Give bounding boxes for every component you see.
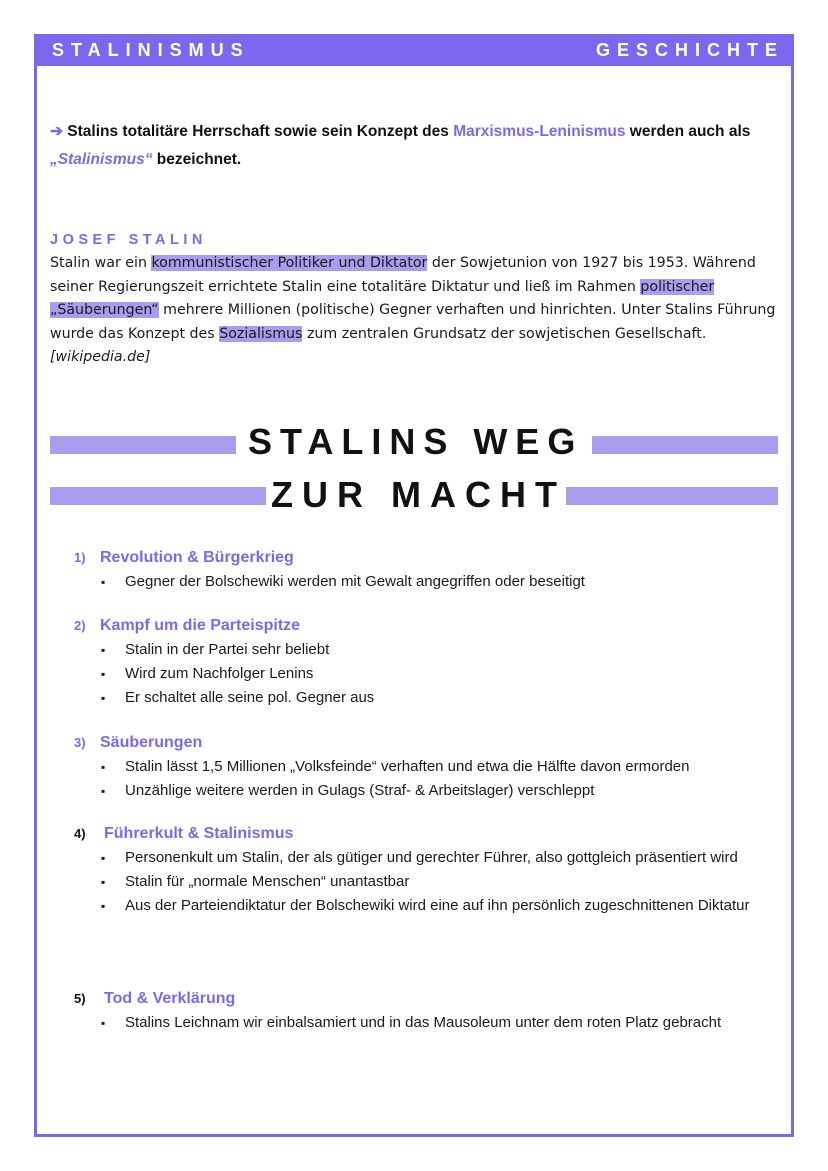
list-item: ▪ Gegner der Bolschewiki werden mit Gewalt angegriffen oder beseitigt — [74, 570, 784, 594]
list-item: ▪ Wird zum Nachfolger Lenins — [74, 662, 784, 686]
bullet-icon: ▪ — [101, 851, 106, 865]
section-title-text: Säuberungen — [100, 734, 203, 751]
subject-label: STALINISMUS — [52, 40, 250, 60]
category-label: GESCHICHTE — [595, 40, 784, 60]
bullet-icon: ▪ — [101, 875, 106, 889]
section-title — [74, 731, 784, 755]
list-item: ▪ Er schaltet alle seine pol. Gegner aus — [74, 686, 784, 710]
bio-text-3: mehrere Millionen (politische) Gegner verhaften und hinrichten. Unter Stalins Führung wurde das Konzept des — [50, 302, 776, 342]
main-title-line-2: ZUR MACHT — [271, 474, 566, 515]
bio-text-1: Stalin war ein — [50, 255, 152, 271]
section-title-text: Tod & Verklärung — [104, 990, 236, 1007]
list-item: ▪ Stalin lässt 1,5 Millionen „Volksfeinde“ verhaften und etwa die Hälfte davon ermorden — [74, 755, 784, 779]
josef-stalin-paragraph — [50, 252, 780, 370]
bio-highlight-1: kommunistischer Politiker und Diktator — [151, 255, 428, 271]
list-item: ▪ Stalin in der Partei sehr beliebt — [74, 638, 784, 662]
intro-highlight-1: Marxismus-Leninismus — [453, 123, 626, 140]
page-header — [34, 34, 794, 66]
section-3 — [74, 731, 784, 803]
bio-text-4: zum zentralen Grundsatz der sowjetischen Gesellschaft. — [302, 325, 707, 342]
bullet-icon: ▪ — [101, 784, 106, 798]
section-2 — [74, 614, 784, 710]
main-title-line-1: STALINS WEG — [248, 421, 584, 462]
bio-highlight-3: Sozialismus — [219, 325, 303, 342]
intro-text-3: bezeichnet. — [152, 151, 242, 168]
list-item: ▪ Stalins Leichnam wir einbalsamiert und in das Mausoleum unter dem roten Platz gebracht — [74, 1011, 784, 1035]
section-number: 5) — [74, 991, 86, 1006]
section-title — [74, 546, 784, 570]
list-item: ▪ Unzählige weitere werden in Gulags (Straf- & Arbeitslager) verschleppt — [74, 779, 784, 803]
bio-source: [wikipedia.de] — [50, 349, 151, 365]
intro-text-2: werden auch als — [625, 123, 751, 140]
title-bar-right-2 — [566, 487, 778, 505]
bullet-icon: ▪ — [101, 1016, 106, 1030]
section-title — [74, 614, 784, 638]
title-bar-left-2 — [50, 487, 266, 505]
section-title-text: Kampf um die Parteispitze — [100, 617, 301, 634]
section-number: 1) — [74, 550, 86, 565]
section-number: 4) — [74, 826, 86, 841]
section-title — [74, 987, 784, 1011]
section-number: 2) — [74, 618, 86, 633]
list-item: ▪ Stalin für „normale Menschen“ unantastbar — [74, 870, 784, 894]
section-4 — [74, 822, 784, 918]
bullet-icon: ▪ — [101, 899, 106, 913]
section-number: 3) — [74, 735, 86, 750]
list-item: ▪ Aus der Parteiendiktatur der Bolschewiki wird eine auf ihn persönlich zugeschnittenen Diktatur — [74, 894, 784, 918]
intro-highlight-2: „Stalinismus“ — [50, 151, 153, 168]
section-title — [74, 822, 784, 846]
bio-text-2: der Sowjetunion von 1927 bis 1953. Während seiner Regierungszeit errichtete Stalin eine totalitäre Diktatur und ließ im Rahmen — [50, 255, 756, 295]
list-item: ▪ Personenkult um Stalin, der als gütiger und gerechter Führer, also gottgleich präsentiert wird — [74, 846, 784, 870]
intro-statement — [50, 118, 780, 174]
bullet-icon: ▪ — [101, 575, 106, 589]
bio-highlight-2: politischer „Säuberungen“ — [50, 278, 715, 318]
title-bar-left-1 — [50, 436, 236, 454]
bullet-icon: ▪ — [101, 760, 106, 774]
section-1 — [74, 546, 784, 594]
bullet-icon: ▪ — [101, 643, 106, 657]
section-title-text: Revolution & Bürgerkrieg — [100, 549, 294, 566]
arrow-right-icon: ➔ — [50, 123, 63, 140]
josef-stalin-heading: JOSEF STALIN — [50, 232, 207, 248]
bullet-icon: ▪ — [101, 667, 106, 681]
section-5 — [74, 987, 784, 1035]
bullet-icon: ▪ — [101, 691, 106, 705]
section-title-text: Führerkult & Stalinismus — [104, 825, 294, 842]
title-bar-right-1 — [592, 436, 778, 454]
intro-text-1: Stalins totalitäre Herrschaft sowie sein Konzept des — [63, 123, 454, 140]
